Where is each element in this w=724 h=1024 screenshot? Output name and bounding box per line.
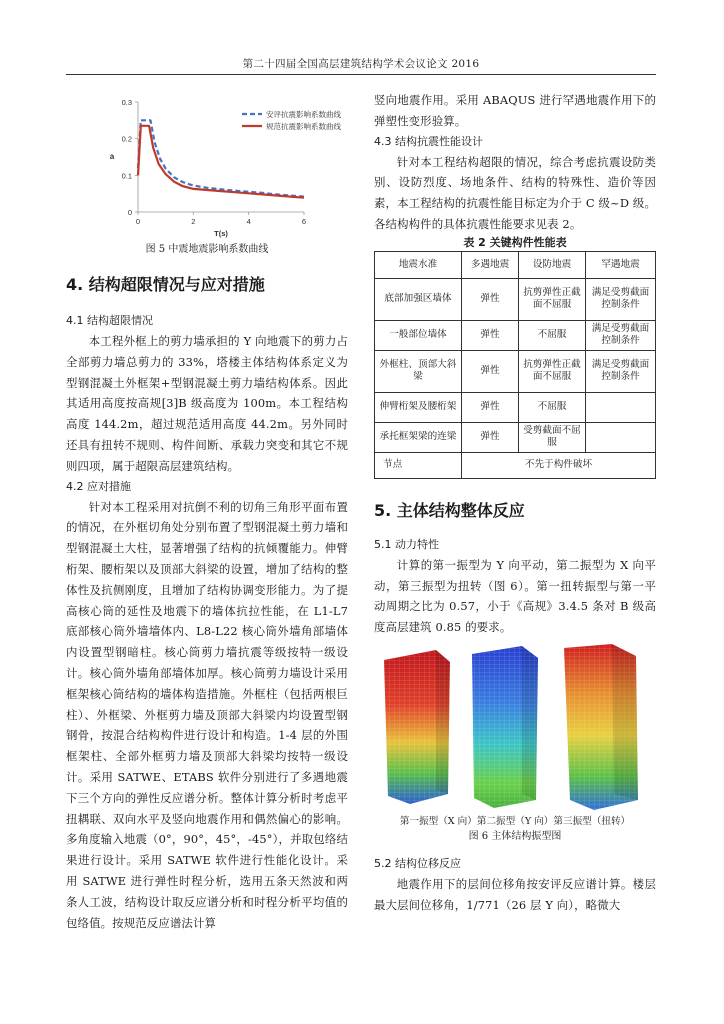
table-header-cell: 设防地震 [519, 251, 586, 278]
table-cell: 伸臂桁架及腰桁架 [375, 392, 462, 422]
figure-5-chart [66, 90, 348, 240]
mode-shapes-image [374, 644, 656, 814]
table-cell: 弹性 [462, 350, 519, 392]
x-tick-label: 4 [246, 217, 251, 226]
x-tick-label: 2 [191, 217, 196, 226]
table-row [375, 278, 656, 320]
table-cell: 弹性 [462, 422, 519, 452]
table-cell: 弹性 [462, 392, 519, 422]
section-5-1-paragraph: 计算的第一振型为 Y 向平动，第二振型为 X 向平动，第三振型为扭转（图 6）。第一扭转振型与第一平动周期之比为 0.57，小于《高规》3.4.5 条对 B 级高度高层建筑 0.85 的要求。 [374, 557, 656, 635]
table-header-cell: 多遇地震 [462, 251, 519, 278]
table-cell: 弹性 [462, 278, 519, 320]
series-line-1 [138, 120, 304, 196]
x-tick-label: 6 [301, 217, 307, 226]
table-cell: 承托框架梁的连梁 [375, 422, 462, 452]
running-header: 第二十四届全国高层建筑结构学术会议论文 2016 [66, 56, 656, 75]
y-tick-label: 0.1 [121, 171, 132, 181]
table-cell: 受剪截面不屈服 [519, 422, 586, 452]
table-row [375, 392, 656, 422]
legend-label-2: 规范抗震影响系数曲线 [266, 122, 341, 131]
series-line-2 [138, 126, 304, 198]
figure-6-labels: 第一振型（X 向）第二振型（Y 向）第三振型（扭转） [399, 815, 631, 827]
table-cell: 满足受剪截面控制条件 [586, 350, 656, 392]
figure-6-mode-shapes [374, 644, 656, 814]
table-cell: 外框柱、顶部大斜梁 [375, 350, 462, 392]
section-5-2-title: 5.2 结构位移反应 [374, 856, 461, 870]
table-header-cell: 罕遇地震 [586, 251, 656, 278]
table-cell: 一般部位墙体 [375, 320, 462, 350]
table-cell [586, 392, 656, 422]
table-cell: 抗剪弹性正截面不屈服 [519, 278, 586, 320]
section-4-1-paragraph: 本工程外框上的剪力墙承担的 Y 向地震下的剪力占全部剪力墙总剪力的 33%，塔楼主体结构体系定义为型钢混凝土外框架+型钢混凝土剪力墙结构体系。因此其适用高度按高规[3]B 级高度为 100m。本工程结构高度 144.2m，超过规范适用高度 44.2m。另外同时还具有扭转不规则、构件间断、承载力突变和其它不规则四项，属于超限高层建筑结构。 [66, 334, 348, 473]
section-4-2-title: 4.2 应对措施 [66, 479, 131, 493]
table-row [375, 320, 656, 350]
continued-paragraph: 竖向地震作用。采用 ABAQUS 进行罕遇地震作用下的弹塑性变形验算。 [374, 93, 656, 128]
y-tick-label: 0.2 [121, 134, 132, 144]
x-axis-label: T(s) [214, 229, 228, 238]
table-2-title: 表 2 关键构件性能表 [463, 235, 567, 249]
chart-svg [66, 90, 348, 240]
section-4-title: 4. 结构超限情况与应对措施 [66, 275, 265, 294]
x-tick-label: 0 [135, 217, 141, 226]
right-column [374, 90, 656, 916]
y-axis-label: a [109, 152, 115, 161]
table-cell: 弹性 [462, 320, 519, 350]
performance-table [374, 251, 656, 479]
section-4-3-title: 4.3 结构抗震性能设计 [374, 134, 483, 148]
section-4-1-title: 4.1 结构超限情况 [66, 314, 153, 327]
table-cell: 不先于构件破坏 [462, 452, 656, 478]
table-cell: 节点 [375, 452, 462, 478]
section-5-2-paragraph: 地震作用下的层间位移角按安评反应谱计算。楼层最大层间位移角，1/771（26 层 Y 向），略微大 [374, 876, 656, 912]
mode-shape-2 [472, 646, 538, 808]
mode-shape-3 [564, 644, 638, 810]
table-row [375, 350, 656, 392]
table-cell: 底部加强区墙体 [375, 278, 462, 320]
table-row [375, 422, 656, 452]
legend-label-1: 安评抗震影响系数曲线 [266, 110, 341, 119]
table-cell: 满足受剪截面控制条件 [586, 278, 656, 320]
table-row [375, 452, 656, 478]
y-tick-label: 0 [127, 208, 132, 217]
section-5-1-title: 5.1 动力特性 [374, 537, 439, 551]
table-cell: 不屈服 [519, 320, 586, 350]
figure-6-caption: 图 6 主体结构振型图 [468, 830, 562, 842]
mode-shape-1 [384, 650, 450, 804]
table-cell [586, 422, 656, 452]
table-header-row [375, 251, 656, 278]
table-cell: 抗剪弹性正截面不屈服 [519, 350, 586, 392]
table-cell: 满足受剪截面控制条件 [586, 320, 656, 350]
table-header-cell: 地震水准 [375, 251, 462, 278]
figure-5-caption: 图 5 中震地震影响系数曲线 [145, 244, 269, 255]
table-cell: 不屈服 [519, 392, 586, 422]
section-5-title: 5. 主体结构整体反应 [374, 500, 525, 520]
left-column [66, 90, 348, 933]
section-4-3-paragraph: 针对本工程结构超限的情况，综合考虑抗震设防类别、设防烈度、场地条件、结构的特殊性、造价等因素，本工程结构的抗震性能目标定为介于 C 级~D 级。各结构构件的具体抗震性能要求见表 2。 [374, 154, 656, 231]
y-tick-label: 0.3 [121, 98, 132, 107]
section-4-2-paragraph: 针对本工程采用对抗倒不利的切角三角形平面布置的情况，在外框切角处分别布置了型钢混凝土剪力墙和型钢混凝土大柱，显著增强了结构的抗倾覆能力。伸臂桁架、腰桁架以及顶部大斜梁的设置，增加了结构的整体性及抗侧刚度，且增加了结构协调变形能力。为了提高核心筒的延性及地震下的墙体抗拉性能，在 L1-L7 底部核心筒外墙墙体内、L8-L22 核心筒外墙角部墙体内设置型钢暗柱。核心筒剪力墙抗震等级按特一级设计。核心筒外墙角部墙体加厚。核心筒剪力墙设计采用框架核心筒结构的墙体构造措施。外框柱（包括两根巨柱）、外框梁、外框剪力墙及顶部大斜梁内均设置型钢钢骨，按混合结构构件进行设计和构造。1-4 层的外围框架柱、全部外框剪力墙及顶部大斜梁均按特一级设计。采用 SATWE、ETABS 软件分别进行了多遇地震下三个方向的弹性反应谱分析。整体计算分析时考虑平扭耦联、双向水平及竖向地震作用和偶然偏心的影响。多角度输入地震（0°，90°，45°，-45°），并取包络结果进行设计。采用 SATWE 软件进行性能化设计。采用 SATWE 进行弹性时程分析，选用五条天然波和两条人工波，结构设计取反应谱分析和时程分析平均值的包络值。按规范反应谱法计算 [66, 499, 348, 930]
